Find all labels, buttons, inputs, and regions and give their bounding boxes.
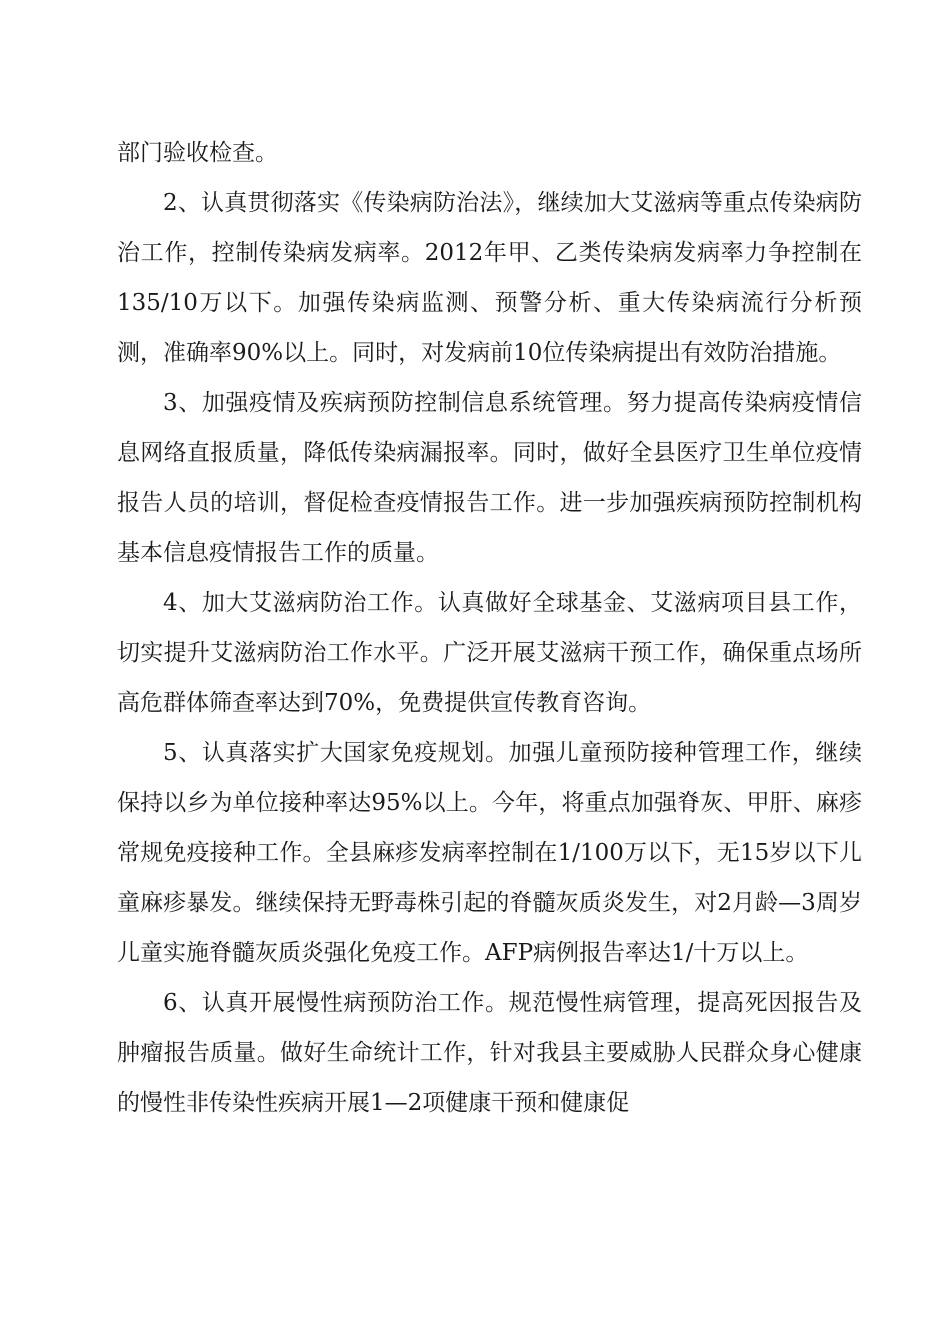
paragraph-item-3: 3、加强疫情及疾病预防控制信息系统管理。努力提高传染病疫情信息网络直报质量，降低传染病漏报率。同时，做好全县医疗卫生单位疫情报告人员的培训，督促检查疫情报告工作。进一步加强疾病预防控制机构基本信息疫情报告工作的质量。: [117, 390, 862, 566]
paragraph-item-4: 4、加大艾滋病防治工作。认真做好全球基金、艾滋病项目县工作，切实提升艾滋病防治工作水平。广泛开展艾滋病干预工作，确保重点场所高危群体筛查率达到70%，免费提供宣传教育咨询。: [117, 590, 862, 716]
paragraph-item-6: 6、认真开展慢性病预防治工作。规范慢性病管理，提高死因报告及肿瘤报告质量。做好生命统计工作，针对我县主要威胁人民群众身心健康的慢性非传染性疾病开展1—2项健康干预和健康促: [117, 990, 862, 1116]
paragraph-item-2: 2、认真贯彻落实《传染病防治法》，继续加大艾滋病等重点传染病防治工作，控制传染病发病率。2012年甲、乙类传染病发病率力争控制在135/10万以下。加强传染病监测、预警分析、重大传染病流行分析预测，准确率90%以上。同时，对发病前10位传染病提出有效防治措施。: [117, 190, 862, 366]
document-body: [117, 128, 862, 1128]
paragraph-item-5: 5、认真落实扩大国家免疫规划。加强儿童预防接种管理工作，继续保持以乡为单位接种率达95%以上。今年，将重点加强脊灰、甲肝、麻疹常规免疫接种工作。全县麻疹发病率控制在1/100万以下，无15岁以下儿童麻疹暴发。继续保持无野毒株引起的脊髓灰质炎发生，对2月龄—3周岁儿童实施脊髓灰质炎强化免疫工作。AFP病例报告率达1/十万以上。: [117, 740, 862, 966]
paragraph-intro: 部门验收检查。: [117, 140, 278, 166]
